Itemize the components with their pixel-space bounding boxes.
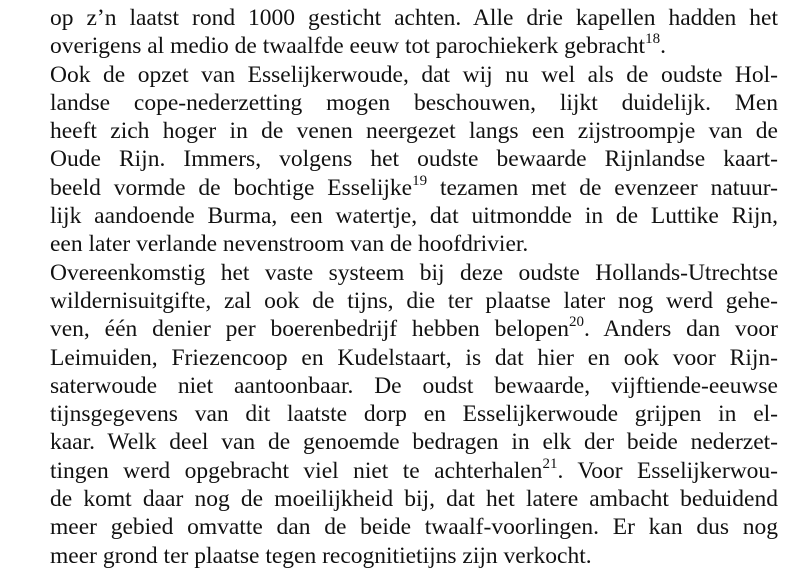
- line-text: heeft zich hoger in de venen neergezet langs een zijstroompje van de: [50, 118, 778, 145]
- text-line: [50, 259, 778, 287]
- text-line: [50, 513, 778, 541]
- line-text: overigens al medio de twaalfde eeuw tot parochiekerk gebracht: [50, 33, 646, 60]
- line-text: een later verlande nevenstroom van de hoofdrivier.: [50, 231, 529, 258]
- text-line: [50, 145, 778, 173]
- text-line: [50, 89, 778, 117]
- line-text: saterwoude niet aantoonbaar. De oudst bewaarde, vijftiende-eeuwse: [50, 372, 778, 399]
- body-text: [50, 4, 778, 570]
- line-text: op z’n laatst rond 1000 gesticht achten. Alle drie kapellen hadden het: [50, 5, 778, 31]
- text-line: [50, 542, 778, 570]
- text-line: [50, 457, 778, 485]
- line-text: Oude Rijn. Immers, volgens het oudste bewaarde Rijnlandse kaart-: [50, 146, 778, 173]
- text-line: [50, 485, 778, 513]
- line-text-continued: .: [660, 33, 666, 60]
- text-line: [50, 32, 778, 60]
- line-text: ven, één denier per boerenbedrijf hebben belopen: [50, 316, 570, 343]
- line-text: Ook de opzet van Esselijkerwoude, dat wij nu wel als de oudste Hol-: [50, 61, 778, 88]
- text-line: [50, 230, 778, 258]
- text-line: [50, 4, 778, 32]
- line-text: tingen werd opgebracht viel niet te achterhalen: [50, 457, 543, 484]
- text-line: [50, 174, 778, 202]
- line-text: tijnsgegevens van dit laatste dorp en Esselijkerwoude grijpen in el-: [50, 401, 778, 428]
- line-text: kaar. Welk deel van de genoemde bedragen in elk der beide nederzet-: [50, 429, 778, 456]
- footnote-marker: 20: [569, 314, 585, 331]
- line-text-continued: . Voor Esselijkerwou-: [557, 457, 778, 484]
- line-text-continued: . Anders dan voor: [584, 316, 778, 343]
- line-text: wildernisuitgifte, zal ook de tijns, die ter plaatse later nog werd gehe-: [50, 287, 778, 314]
- text-line: [50, 61, 778, 89]
- footnote-marker: 19: [412, 172, 428, 189]
- line-text: Overeenkomstig het vaste systeem bij deze oudste Hollands-Utrechtse: [50, 259, 778, 286]
- text-line: [50, 400, 778, 428]
- text-line: [50, 344, 778, 372]
- line-text: lijk aandoende Burma, een watertje, dat uitmondde in de Luttike Rijn,: [50, 203, 778, 230]
- line-text: landse cope-nederzetting mogen beschouwen, lijkt duidelijk. Men: [50, 89, 778, 116]
- footnote-marker: 21: [542, 455, 558, 472]
- footnote-marker: 18: [645, 31, 661, 48]
- text-line: [50, 287, 778, 315]
- line-text: Leimuiden, Friezencoop en Kudelstaart, is dat hier en ook voor Rijn-: [50, 344, 778, 371]
- line-text: meer grond ter plaatse tegen recognitietijns zijn verkocht.: [50, 542, 592, 569]
- text-line: [50, 428, 778, 456]
- text-line: [50, 315, 778, 343]
- text-line: [50, 117, 778, 145]
- line-text: de komt daar nog de moeilijkheid bij, dat het latere ambacht beduidend: [50, 486, 778, 513]
- line-text: beeld vormde de bochtige Esselijke: [50, 174, 413, 201]
- line-text: meer gebied omvatte dan de beide twaalf-voorlingen. Er kan dus nog: [50, 514, 778, 541]
- line-text-continued: tezamen met de evenzeer natuur-: [427, 174, 778, 201]
- text-line: [50, 372, 778, 400]
- text-line: [50, 202, 778, 230]
